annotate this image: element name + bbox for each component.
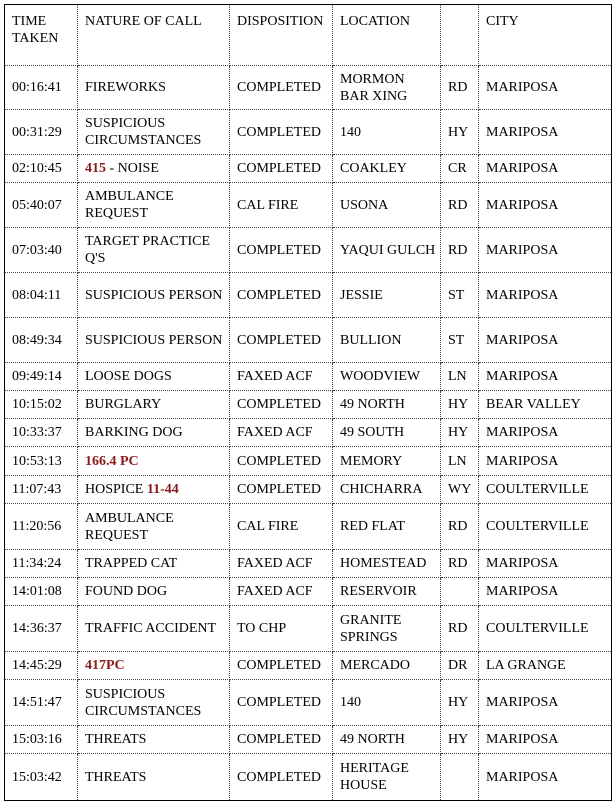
table-row xyxy=(5,606,611,652)
cell-location: HOMESTEAD xyxy=(333,550,441,578)
cell-disposition: FAXED ACF xyxy=(230,363,333,391)
cell-disposition: COMPLETED xyxy=(230,652,333,680)
code-highlight: 415 xyxy=(85,161,106,176)
cell-disposition: COMPLETED xyxy=(230,228,333,273)
cell-city: MARIPOSA xyxy=(479,363,611,391)
table-row xyxy=(5,318,611,363)
call-log-table xyxy=(4,4,612,801)
nature-text: BARKING DOG xyxy=(85,425,183,440)
cell-city: MARIPOSA xyxy=(479,578,611,606)
table-row xyxy=(5,66,611,110)
cell-time: 05:40:07 xyxy=(5,183,78,228)
code-highlight: 166.4 PC xyxy=(85,453,139,469)
cell-time: 11:20:56 xyxy=(5,504,78,550)
column-header-location: LOCATION xyxy=(333,5,441,66)
cell-time: 10:33:37 xyxy=(5,419,78,447)
call-log-page xyxy=(4,4,612,801)
cell-suffix: ST xyxy=(441,318,479,363)
nature-text: THREATS xyxy=(85,732,147,747)
nature-text: AMBULANCE REQUEST xyxy=(85,510,174,543)
cell-nature xyxy=(78,606,230,652)
nature-text: BURGLARY xyxy=(85,397,162,412)
cell-suffix: RD xyxy=(441,550,479,578)
cell-location: MERCADO xyxy=(333,652,441,680)
cell-disposition: CAL FIRE xyxy=(230,183,333,228)
cell-disposition: COMPLETED xyxy=(230,680,333,726)
cell-nature xyxy=(78,652,230,680)
column-header-suffix xyxy=(441,5,479,66)
cell-nature xyxy=(78,155,230,183)
table-row xyxy=(5,550,611,578)
cell-location: GRANITE SPRINGS xyxy=(333,606,441,652)
cell-city: MARIPOSA xyxy=(479,66,611,110)
cell-location: 49 NORTH xyxy=(333,391,441,419)
cell-time: 15:03:16 xyxy=(5,726,78,754)
cell-nature xyxy=(78,66,230,110)
nature-text: SUSPICIOUS PERSON xyxy=(85,332,223,348)
cell-suffix: DR xyxy=(441,652,479,680)
cell-disposition: COMPLETED xyxy=(230,110,333,155)
cell-city: MARIPOSA xyxy=(479,447,611,476)
cell-nature xyxy=(78,680,230,726)
cell-time: 14:45:29 xyxy=(5,652,78,680)
cell-location: WOODVIEW xyxy=(333,363,441,391)
nature-text: LOOSE DOGS xyxy=(85,369,172,384)
cell-suffix: HY xyxy=(441,726,479,754)
table-row xyxy=(5,363,611,391)
cell-suffix: LN xyxy=(441,363,479,391)
table-row xyxy=(5,391,611,419)
table-row xyxy=(5,155,611,183)
call-log-body xyxy=(5,66,611,800)
cell-disposition: CAL FIRE xyxy=(230,504,333,550)
table-row xyxy=(5,652,611,680)
cell-nature xyxy=(78,550,230,578)
cell-suffix: HY xyxy=(441,110,479,155)
cell-suffix xyxy=(441,754,479,800)
nature-text: AMBULANCE REQUEST xyxy=(85,189,174,221)
code-highlight: 11-44 xyxy=(146,482,179,497)
cell-nature xyxy=(78,504,230,550)
cell-time: 10:15:02 xyxy=(5,391,78,419)
cell-disposition: COMPLETED xyxy=(230,726,333,754)
cell-suffix: ST xyxy=(441,273,479,318)
cell-city: MARIPOSA xyxy=(479,550,611,578)
cell-location: USONA xyxy=(333,183,441,228)
cell-city: MARIPOSA xyxy=(479,155,611,183)
cell-city: COULTERVILLE xyxy=(479,606,611,652)
cell-location: BULLION xyxy=(333,318,441,363)
table-row xyxy=(5,447,611,476)
cell-time: 02:10:45 xyxy=(5,155,78,183)
cell-location: HERITAGE HOUSE xyxy=(333,754,441,800)
cell-nature xyxy=(78,273,230,318)
cell-location: CHICHARRA xyxy=(333,476,441,504)
nature-text: TRAFFIC ACCIDENT xyxy=(85,621,217,636)
table-row xyxy=(5,754,611,800)
cell-nature xyxy=(78,110,230,155)
cell-location: 140 xyxy=(333,110,441,155)
cell-disposition: COMPLETED xyxy=(230,273,333,318)
cell-time: 08:04:11 xyxy=(5,273,78,318)
cell-nature xyxy=(78,754,230,800)
table-row xyxy=(5,680,611,726)
cell-nature xyxy=(78,476,230,504)
cell-city: MARIPOSA xyxy=(479,726,611,754)
table-row xyxy=(5,578,611,606)
cell-location: 49 NORTH xyxy=(333,726,441,754)
table-row xyxy=(5,110,611,155)
cell-nature xyxy=(78,578,230,606)
cell-suffix: RD xyxy=(441,183,479,228)
cell-city: MARIPOSA xyxy=(486,769,559,785)
header-row xyxy=(5,5,611,66)
table-row xyxy=(5,228,611,273)
cell-location: MEMORY xyxy=(333,447,441,476)
table-row xyxy=(5,419,611,447)
cell-location: RED FLAT xyxy=(333,504,441,550)
cell-time: 09:49:14 xyxy=(5,363,78,391)
cell-city: COULTERVILLE xyxy=(479,476,611,504)
cell-disposition: COMPLETED xyxy=(230,155,333,183)
code-highlight: 417PC xyxy=(85,658,125,673)
cell-city: MARIPOSA xyxy=(479,680,611,726)
cell-city: MARIPOSA xyxy=(479,419,611,447)
nature-text: FOUND DOG xyxy=(85,584,168,599)
cell-disposition: COMPLETED xyxy=(230,476,333,504)
cell-nature xyxy=(78,447,230,476)
cell-location: COAKLEY xyxy=(333,155,441,183)
cell-city: LA GRANGE xyxy=(479,652,611,680)
cell-nature xyxy=(78,363,230,391)
cell-time: 14:51:47 xyxy=(5,680,78,726)
table-row xyxy=(5,476,611,504)
cell-location: JESSIE xyxy=(333,273,441,318)
cell-nature xyxy=(78,228,230,273)
cell-suffix: CR xyxy=(441,155,479,183)
nature-text: HOSPICE xyxy=(85,482,147,497)
cell-time: 15:03:42 xyxy=(5,754,78,800)
nature-text: TRAPPED CAT xyxy=(85,556,178,571)
column-header-disposition: DISPOSITION xyxy=(230,5,333,66)
nature-text: SUSPICIOUS CIRCUMSTANCES xyxy=(85,686,202,719)
cell-location: RESERVOIR xyxy=(333,578,441,606)
nature-text: SUSPICIOUS PERSON xyxy=(85,287,223,303)
table-row xyxy=(5,504,611,550)
cell-city: COULTERVILLE xyxy=(479,504,611,550)
cell-nature xyxy=(78,391,230,419)
cell-disposition: FAXED ACF xyxy=(230,419,333,447)
cell-time: 08:49:34 xyxy=(5,318,78,363)
cell-time: 00:31:29 xyxy=(5,110,78,155)
cell-city: MARIPOSA xyxy=(479,183,611,228)
cell-disposition: COMPLETED xyxy=(230,447,333,476)
table-row xyxy=(5,183,611,228)
cell-suffix: HY xyxy=(441,680,479,726)
cell-time: 10:53:13 xyxy=(5,447,78,476)
cell-nature xyxy=(78,419,230,447)
cell-disposition: TO CHP xyxy=(230,606,333,652)
cell-suffix xyxy=(441,578,479,606)
cell-city: MARIPOSA xyxy=(479,318,611,363)
cell-suffix: LN xyxy=(441,447,479,476)
cell-disposition: COMPLETED xyxy=(230,66,333,110)
cell-suffix: RD xyxy=(441,504,479,550)
cell-nature xyxy=(78,318,230,363)
cell-location: YAQUI GULCH xyxy=(333,228,441,273)
cell-nature xyxy=(78,183,230,228)
nature-text: SUSPICIOUS CIRCUMSTANCES xyxy=(85,116,202,148)
column-header-time: TIME TAKEN xyxy=(5,5,78,66)
cell-suffix: RD xyxy=(441,66,479,110)
cell-location: 49 SOUTH xyxy=(333,419,441,447)
cell-disposition: FAXED ACF xyxy=(230,550,333,578)
cell-suffix: WY xyxy=(441,476,479,504)
table-row xyxy=(5,273,611,318)
nature-text: TARGET PRACTICE Q'S xyxy=(85,234,211,266)
cell-location: 140 xyxy=(333,680,441,726)
cell-time: 07:03:40 xyxy=(5,228,78,273)
cell-suffix: RD xyxy=(441,606,479,652)
cell-location: MORMON BAR XING xyxy=(333,66,441,110)
cell-city: MARIPOSA xyxy=(479,273,611,318)
cell-disposition: COMPLETED xyxy=(230,391,333,419)
cell-time: 14:36:37 xyxy=(5,606,78,652)
cell-time: 11:34:24 xyxy=(5,550,78,578)
cell-time: 14:01:08 xyxy=(5,578,78,606)
cell-suffix: HY xyxy=(441,419,479,447)
cell-suffix: HY xyxy=(441,391,479,419)
nature-text: - NOISE xyxy=(106,161,159,176)
table-row xyxy=(5,726,611,754)
cell-nature xyxy=(78,726,230,754)
column-header-nature: NATURE OF CALL xyxy=(78,5,230,66)
cell-city: MARIPOSA xyxy=(479,110,611,155)
cell-disposition: FAXED ACF xyxy=(230,578,333,606)
cell-city: MARIPOSA xyxy=(479,228,611,273)
cell-disposition: COMPLETED xyxy=(230,318,333,363)
nature-text: THREATS xyxy=(85,769,147,785)
cell-disposition: COMPLETED xyxy=(230,754,333,800)
cell-time: 00:16:41 xyxy=(5,66,78,110)
cell-time: 11:07:43 xyxy=(5,476,78,504)
cell-suffix: RD xyxy=(441,228,479,273)
nature-text: FIREWORKS xyxy=(85,80,166,95)
column-header-city: CITY xyxy=(479,5,611,66)
cell-city: BEAR VALLEY xyxy=(479,391,611,419)
